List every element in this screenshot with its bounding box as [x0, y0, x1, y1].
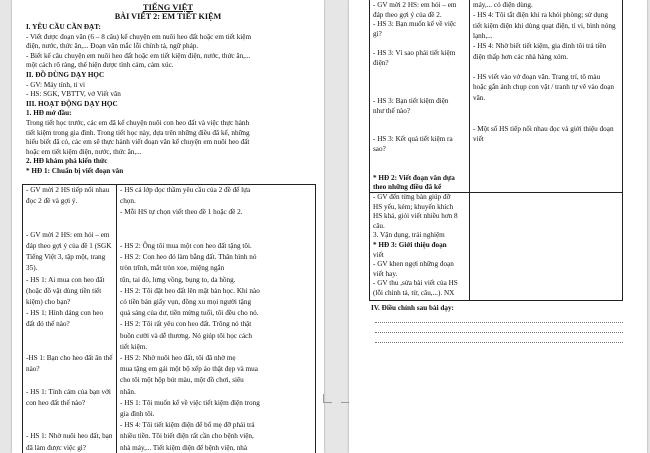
- text-line: điện?: [373, 58, 389, 67]
- text-line: gia đình tôi.: [120, 410, 155, 418]
- text-line: - HS 3: Kết quả tiết kiệm ra: [373, 135, 453, 144]
- text-line: - GV đến từng bàn giúp đỡ: [373, 193, 451, 201]
- text-line: 2. HĐ khám phá kiến thức: [26, 157, 108, 166]
- text-line: HS khá, giỏi viết nhiều hơn 8: [373, 212, 458, 221]
- text-line: đọc 2 đề và gợi ý.: [26, 197, 78, 206]
- text-line: Trong tiết học trước, các em đã kể chuyện nuôi con heo đất và việc thực hành: [26, 119, 250, 127]
- text-line: (hoặc đồ vật dùng tiền tiết: [26, 286, 102, 295]
- lesson-table-left: [22, 184, 316, 453]
- text-line: đất đó thế nào?: [26, 320, 70, 329]
- text-line: I. YÊU CẦU CẦN ĐẠT:: [26, 23, 101, 31]
- blank-line: [375, 342, 623, 343]
- text-line: gì?: [373, 29, 382, 38]
- text-line: Tiếng Việt 3, tập một, trang: [26, 253, 106, 262]
- page-corner-mark: [323, 394, 332, 403]
- lesson-title: BÀI VIẾT 2: EM TIẾT KIỆM: [114, 12, 222, 21]
- text-line: đáp theo gợi ý của đề 1 (SGK: [26, 242, 112, 250]
- text-line: theo những điều đã kể: [373, 183, 442, 192]
- text-line: lạnh,...: [473, 31, 493, 40]
- text-line: văn.: [473, 93, 486, 102]
- text-line: - GV khen ngợi những đoạn: [373, 260, 454, 269]
- text-line: (lỗi chính tả, từ, câu,...). NX: [373, 289, 455, 297]
- text-line: * HĐ 3: Giới thiệu đoạn: [373, 241, 447, 249]
- text-line: kiệm) cho bạn?: [26, 298, 71, 306]
- text-line: hoặc em tiết kiệm điện, nước, thức ăn,...: [26, 147, 142, 156]
- text-line: HS yếu, kém; khuyến khích: [373, 202, 454, 211]
- text-line: tiết kiệm điện khi dùng quạt điện, tỉ vi, bình nóng: [473, 21, 616, 30]
- text-line: con heo đất thế nào?: [26, 398, 86, 407]
- text-line: sao?: [373, 145, 386, 153]
- text-line: 3. Vận dụng, trải nghiệm: [373, 231, 445, 240]
- text-line: * HĐ 1: Chuẩn bị viết đoạn văn: [26, 167, 124, 175]
- text-line: - HS 2: Con heo đó làm bằng đất. Thân hình nó: [120, 253, 257, 262]
- document-page-left: [12, 0, 324, 453]
- text-line: nào?: [26, 365, 40, 374]
- text-line: nhà máy,... Tiết kiệm điện để bệnh viện, nhà: [120, 443, 248, 452]
- text-line: quà sáng của dư, tiền mừng tuổi, tôi đều cho nó.: [120, 309, 259, 318]
- text-line: đã làm được việc gì?: [26, 443, 86, 452]
- text-line: tròn trĩnh, mắt tròn xoe, miệng ngắn: [120, 264, 225, 273]
- text-line: - HS 1: Tôi muốn kể về việc tiết kiệm điện trong: [120, 398, 260, 407]
- text-line: viết hay.: [373, 269, 398, 278]
- text-line: có tiền bán giấy vụn, đồng xu mọi người tặng: [120, 298, 252, 306]
- text-line: - Biết kể câu chuyện em nuôi heo đất hoặc em tiết kiệm điện, nước, thức ăn,...: [26, 51, 251, 60]
- text-line: nhiều tiền. Tôi biết điện rất cần cho bệnh viện,: [120, 432, 254, 441]
- text-line: - GV mời 2 HS: em hỏi – em: [373, 1, 457, 9]
- text-line: - HS 1: Tính cảm của bạn với: [26, 387, 111, 396]
- text-line: đáp theo gợi ý của đề 2.: [373, 10, 442, 19]
- text-line: II. ĐỒ DÙNG DẠY HỌC: [26, 71, 105, 79]
- text-line: - GV mời 2 HS tiếp nối nhau: [26, 186, 110, 194]
- table-column-divider: [469, 0, 470, 300]
- text-line: tiết kiệm.: [120, 342, 148, 351]
- text-line: - HS 2: Ông tôi mua một con heo đất tặng tôi.: [120, 242, 252, 250]
- text-line: hiểu biết đã có, các em sẽ thực hành viết đoạn văn kể chuyện em nuôi heo đất: [26, 138, 250, 147]
- text-line: - HS 1: Hình dáng con heo: [26, 309, 104, 318]
- text-line: viết: [373, 250, 384, 259]
- text-line: điện thấp hơn các nhà hàng xóm.: [473, 52, 569, 61]
- text-line: - HS 2: Tôi rất yêu con heo đất. Trông nó thật: [120, 320, 252, 329]
- page-title: TIẾNG VIỆT: [142, 2, 194, 12]
- text-line: buồn cười và dễ thương. Nó giúp tôi học cách: [120, 331, 252, 340]
- text-line: 35).: [26, 264, 38, 273]
- blank-line: [375, 322, 623, 323]
- text-line: - HS 3: Vì sao phải tiết kiệm: [373, 49, 456, 57]
- text-line: như thế nào?: [373, 106, 411, 115]
- text-line: III. HOẠT ĐỘNG DẠY HỌC: [26, 99, 118, 108]
- text-line: hoặc gắn ảnh chụp con vật / tranh tự vẽ vào đoạn: [473, 83, 615, 92]
- table-column-divider: [116, 185, 117, 453]
- adjustment-heading: IV. Điều chỉnh sau bài dạy:: [371, 304, 454, 312]
- text-line: - HS 2: Tôi đặt heo đất lên mặt bàn học. Khi nào: [120, 286, 260, 295]
- text-line: tiết kiệm trong gia đình. Trong tiết học này, dựa trên những điều đã kể, những: [26, 128, 250, 137]
- text-line: - HS 4: Tôi tiết kiệm điện để bố mẹ đỡ phải trả: [120, 421, 255, 430]
- text-line: tũn, tai đỏ, lưng vồng, bụng to, da hồng.: [120, 275, 236, 284]
- text-line: - GV: Máy tính, ti vi: [26, 80, 85, 89]
- text-line: chọn.: [120, 197, 136, 206]
- text-line: - HS 1: Ai mua con heo đất: [26, 275, 105, 284]
- text-line: cho tôi một hộp bút màu, một đồ chơi, siêu: [120, 376, 244, 385]
- text-line: - GV mời 2 HS: em hỏi – em: [26, 230, 110, 239]
- text-line: điện, nước, thức ăn,... Đoạn văn mắc lỗi chính tả, ngữ pháp.: [26, 42, 199, 51]
- text-line: câu.: [373, 221, 385, 230]
- text-line: - Mỗi HS tự chọn viết theo đề 1 hoặc đề 2.: [120, 208, 243, 217]
- lesson-table-right: [369, 0, 623, 301]
- text-line: một cách rõ ràng, thể hiện được tình cảm, cảm xúc.: [26, 61, 174, 70]
- text-line: 1. HĐ mở đầu:: [26, 109, 72, 118]
- text-line: - HS 2: Nhờ nuôi heo đất, tôi đã nhờ mẹ: [120, 354, 236, 362]
- text-line: - HS 1: Nhờ nuôi heo đất, bạn: [26, 432, 113, 441]
- text-line: - HS viết vào vở đoạn văn. Trang trí, tô màu: [473, 73, 601, 82]
- document-page-right: [349, 0, 647, 453]
- text-line: mua tặng em gái một bộ xếp áo thật đẹp và mua: [120, 365, 258, 374]
- text-line: - HS cả lớp đọc thầm yêu cầu của 2 đề để lựa: [120, 186, 251, 194]
- text-line: máy,... có điện dùng.: [473, 1, 533, 9]
- text-line: - HS 4: Nhờ biết tiết kiệm, gia đình tôi trả tiền: [473, 42, 607, 51]
- text-line: * HĐ 2: Viết đoạn văn dựa: [373, 173, 455, 182]
- text-line: - Viết được đoạn văn (6 – 8 câu) kể chuyện em nuôi heo đất hoặc em tiết kiệm: [26, 32, 252, 41]
- blank-line: [375, 332, 623, 333]
- text-line: nhân.: [120, 387, 136, 396]
- text-line: - HS: SGK, VBTTV, vở Viết văn: [26, 90, 121, 99]
- text-line: - HS 3: Bạn tiết kiệm điện: [373, 97, 449, 105]
- text-line: - HS 4: Tôi tắt điện khi ra khỏi phòng; sử dụng: [473, 11, 608, 20]
- text-line: - HS 3: Bạn muốn kể về việc: [373, 20, 457, 29]
- text-line: - Một số HS tiếp nối nhau đọc và giới thiệu đoạn: [473, 124, 614, 133]
- text-line: viết: [473, 134, 484, 143]
- text-line: -HS 1: Bạn cho heo đất ăn thế: [26, 354, 113, 362]
- text-line: - GV thu ,sửa bài viết của HS: [373, 279, 458, 288]
